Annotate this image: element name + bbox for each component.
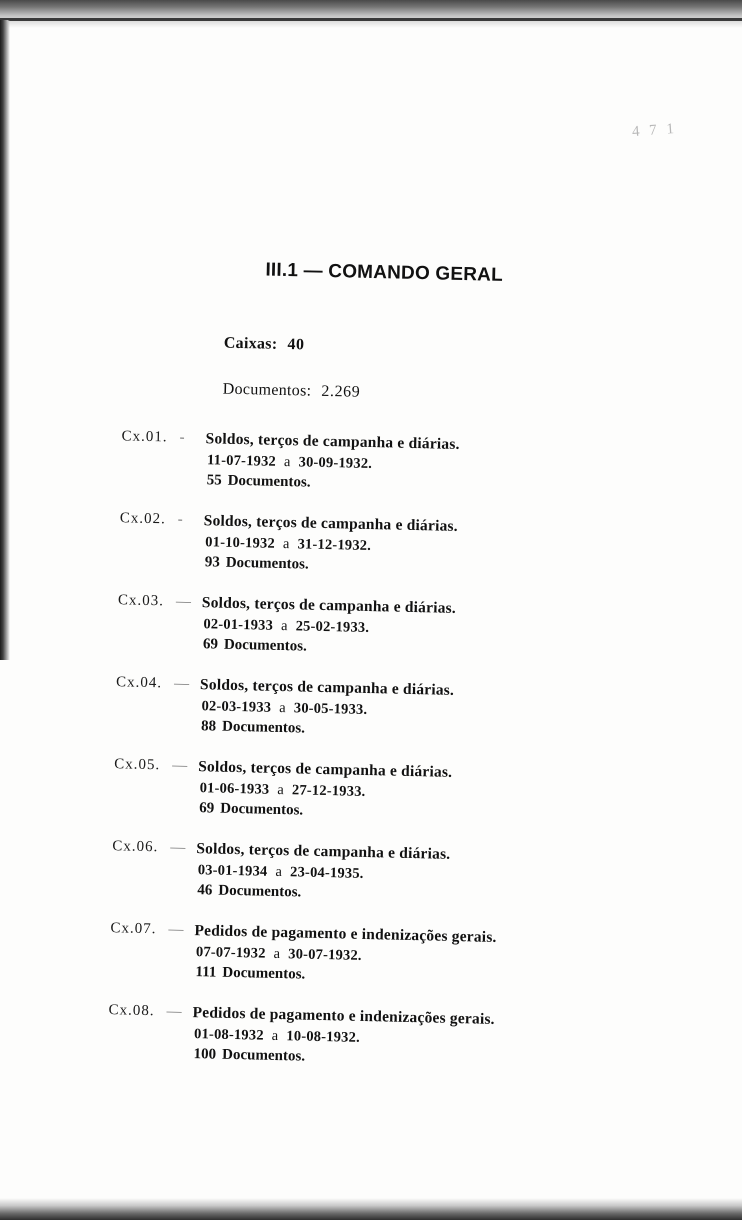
- date-start: 01-08-1932: [193, 1026, 264, 1044]
- date-end: 30-09-1932.: [298, 454, 373, 473]
- entry-description: Soldos, terços de campanha e diárias.: [205, 430, 460, 453]
- entry-description: Soldos, terços de campanha e diárias.: [203, 512, 459, 535]
- date-end: 30-07-1932.: [288, 946, 362, 964]
- entry-date-range: [201, 698, 367, 719]
- entry-date-range: [203, 616, 369, 637]
- box-code: Cx.03.: [117, 592, 165, 610]
- count-value: 100: [193, 1046, 217, 1063]
- entry-dash: -: [177, 511, 183, 528]
- date-end: 25-02-1933.: [295, 618, 370, 636]
- count-label: Documentos.: [227, 472, 311, 491]
- entry-dash: —: [173, 675, 190, 692]
- date-start: 01-06-1933: [199, 780, 270, 798]
- entry-dash: —: [175, 593, 192, 610]
- date-separator: a: [275, 863, 283, 881]
- box-code: Cx.08.: [108, 1002, 155, 1020]
- count-label: Documentos.: [221, 718, 306, 737]
- box-entry: [117, 592, 558, 672]
- entry-description: Soldos, terços de campanha e diárias.: [199, 676, 455, 699]
- boxes-value: 40: [287, 336, 305, 354]
- date-start: 01-10-1932: [205, 534, 276, 552]
- count-label: Documentos.: [223, 636, 308, 655]
- box-entry: [109, 920, 550, 1000]
- entry-description: Soldos, terços de campanha e diárias.: [201, 594, 457, 617]
- date-end: 27-12-1933.: [291, 782, 366, 800]
- entry-description: Soldos, terços de campanha e diárias.: [197, 758, 453, 781]
- date-separator: a: [273, 945, 281, 963]
- entry-document-count: [201, 718, 305, 737]
- date-separator: a: [280, 617, 288, 635]
- entry-date-range: [198, 862, 364, 883]
- count-value: 88: [200, 718, 217, 735]
- documents-value: 2.269: [321, 382, 361, 401]
- entry-description: Pedidos de pagamento e indenizações gerais.: [194, 922, 497, 946]
- date-separator: a: [279, 699, 287, 717]
- entry-dash: —: [172, 757, 188, 774]
- box-code: Cx.02.: [119, 510, 166, 528]
- entry-dash: —: [166, 1003, 182, 1020]
- box-entry: [111, 838, 552, 918]
- box-entry: [113, 756, 554, 836]
- documents-label: Documentos:: [222, 380, 312, 400]
- count-label: Documentos.: [221, 1046, 306, 1065]
- box-code: Cx.01.: [121, 428, 168, 446]
- count-value: 93: [204, 554, 220, 571]
- entry-document-count: [197, 882, 301, 901]
- faint-page-number: 4 7 1: [631, 120, 678, 141]
- box-code: Cx.05.: [114, 756, 161, 774]
- date-end: 30-05-1933.: [293, 700, 368, 718]
- count-value: 46: [197, 882, 213, 899]
- box-entry: [115, 674, 556, 754]
- boxes-label: Caixas:: [223, 334, 278, 353]
- entry-description: Pedidos de pagamento e indenizações gerais.: [192, 1004, 495, 1028]
- date-end: 10-08-1932.: [286, 1028, 361, 1046]
- box-code: Cx.07.: [110, 920, 157, 938]
- entry-document-count: [205, 554, 309, 573]
- date-end: 31-12-1932.: [297, 536, 372, 555]
- entry-date-range: [207, 452, 372, 473]
- date-start: 07-07-1932: [195, 944, 266, 962]
- documents-summary: [223, 381, 361, 402]
- date-start: 02-03-1933: [201, 698, 272, 716]
- entry-date-range: [196, 944, 362, 965]
- date-separator: a: [271, 1027, 279, 1045]
- count-label: Documentos.: [225, 554, 309, 573]
- count-value: 111: [195, 964, 217, 981]
- count-label: Documentos.: [218, 882, 302, 901]
- entry-dash: -: [179, 429, 185, 446]
- box-entry: [120, 428, 561, 508]
- box-entry: [118, 510, 559, 590]
- box-code: Cx.04.: [115, 674, 163, 692]
- entry-date-range: [199, 780, 365, 801]
- date-start: 03-01-1934: [197, 862, 268, 880]
- date-start: 02-01-1933: [203, 616, 274, 634]
- boxes-summary: [224, 335, 305, 355]
- entry-document-count: [206, 472, 310, 491]
- date-end: 23-04-1935.: [289, 864, 364, 882]
- entry-document-count: [199, 800, 303, 819]
- entry-document-count: [195, 964, 305, 983]
- date-start: 11-07-1932: [206, 452, 277, 470]
- entry-description: Soldos, terços de campanha e diárias.: [196, 840, 451, 863]
- entry-document-count: [203, 636, 307, 655]
- date-separator: a: [283, 454, 291, 471]
- count-label: Documentos.: [222, 964, 306, 983]
- count-label: Documentos.: [220, 800, 304, 819]
- entry-date-range: [205, 534, 371, 555]
- entry-document-count: [193, 1046, 305, 1066]
- box-code: Cx.06.: [112, 838, 159, 856]
- section-title: III.1 — COMANDO GERAL: [265, 259, 504, 286]
- count-value: 69: [199, 800, 215, 817]
- count-value: 55: [206, 472, 222, 489]
- date-separator: a: [282, 536, 290, 553]
- entry-dash: —: [168, 921, 184, 938]
- entry-date-range: [194, 1026, 360, 1047]
- entry-dash: —: [170, 839, 186, 856]
- box-entry: [107, 1002, 548, 1082]
- date-separator: a: [277, 781, 285, 799]
- count-value: 69: [202, 636, 219, 653]
